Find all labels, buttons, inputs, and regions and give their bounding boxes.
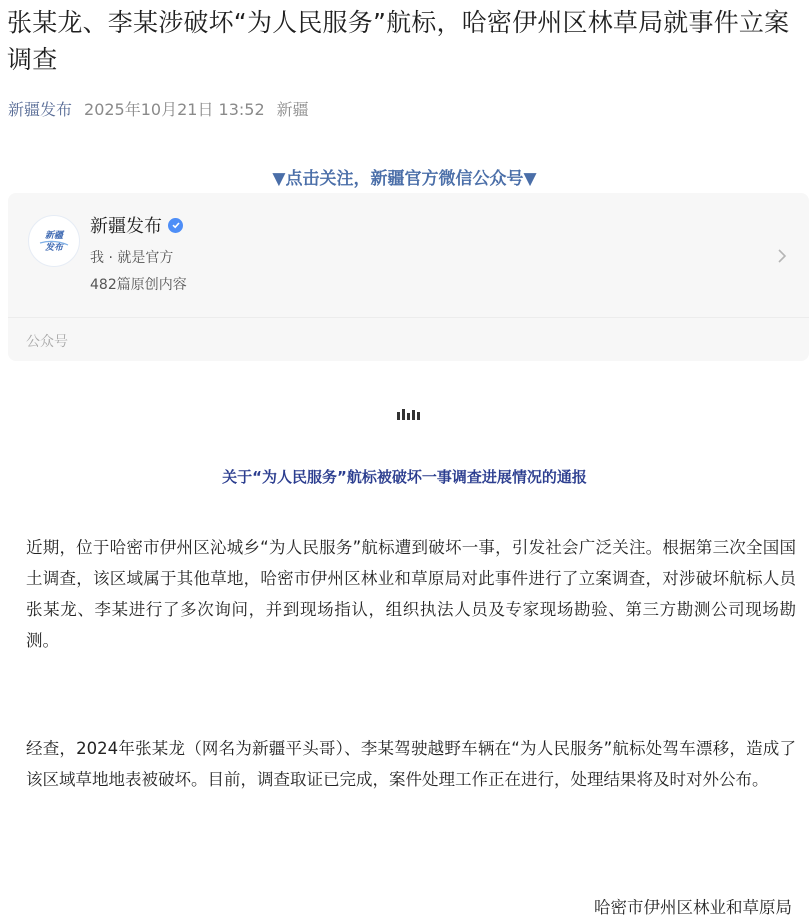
article-source-link[interactable]: 新疆发布 bbox=[8, 100, 73, 119]
chevron-right-icon[interactable] bbox=[773, 247, 791, 265]
article-datetime: 2025年10月21日 13:52 bbox=[84, 100, 265, 119]
svg-text:发布: 发布 bbox=[44, 243, 64, 253]
account-slogan: 我 · 就是官方 bbox=[90, 250, 174, 266]
account-logo-icon bbox=[32, 219, 76, 263]
account-avatar bbox=[28, 215, 80, 267]
article-meta bbox=[8, 97, 309, 120]
report-title: 关于“为人民服务”航标被破坏一事调查进展情况的通报 bbox=[222, 468, 587, 486]
account-card[interactable] bbox=[8, 193, 809, 361]
card-divider bbox=[8, 317, 809, 318]
account-original-count: 482篇原创内容 bbox=[90, 277, 187, 293]
svg-text:新疆: 新疆 bbox=[44, 231, 64, 241]
article-region: 新疆 bbox=[276, 100, 309, 119]
account-type-label: 公众号 bbox=[26, 334, 68, 350]
article-title: 张某龙、李某涉破坏“为人民服务”航标，哈密伊州区林草局就事件立案调查 bbox=[7, 8, 790, 74]
verified-badge-icon bbox=[168, 218, 183, 233]
account-name-row bbox=[90, 212, 183, 238]
audio-bars-icon bbox=[396, 408, 424, 420]
account-name: 新疆发布 bbox=[90, 216, 162, 237]
report-paragraph-1: 近期，位于哈密市伊州区沁城乡“为人民服务”航标遭到破坏一事，引发社会广泛关注。根据第三次全国国土调查，该区域属于其他草地，哈密市伊州区林业和草原局对此事件进行了立案调查，对涉破坏航标人员张某龙、李某进行了多次询问，并到现场指认，组织执法人员及专家现场勘验、第三方勘测公司现场勘测。 bbox=[26, 538, 796, 650]
report-signature: 哈密市伊州区林业和草原局 bbox=[594, 898, 792, 917]
follow-tip[interactable]: ▼点击关注，新疆官方微信公众号▼ bbox=[272, 169, 537, 189]
report-paragraph-2: 经查，2024年张某龙（网名为新疆平头哥）、李某驾驶越野车辆在“为人民服务”航标处驾车漂移，造成了该区域草地地表被破坏。目前，调查取证已完成，案件处理工作正在进行，处理结果将及时对外公布。 bbox=[26, 739, 796, 789]
